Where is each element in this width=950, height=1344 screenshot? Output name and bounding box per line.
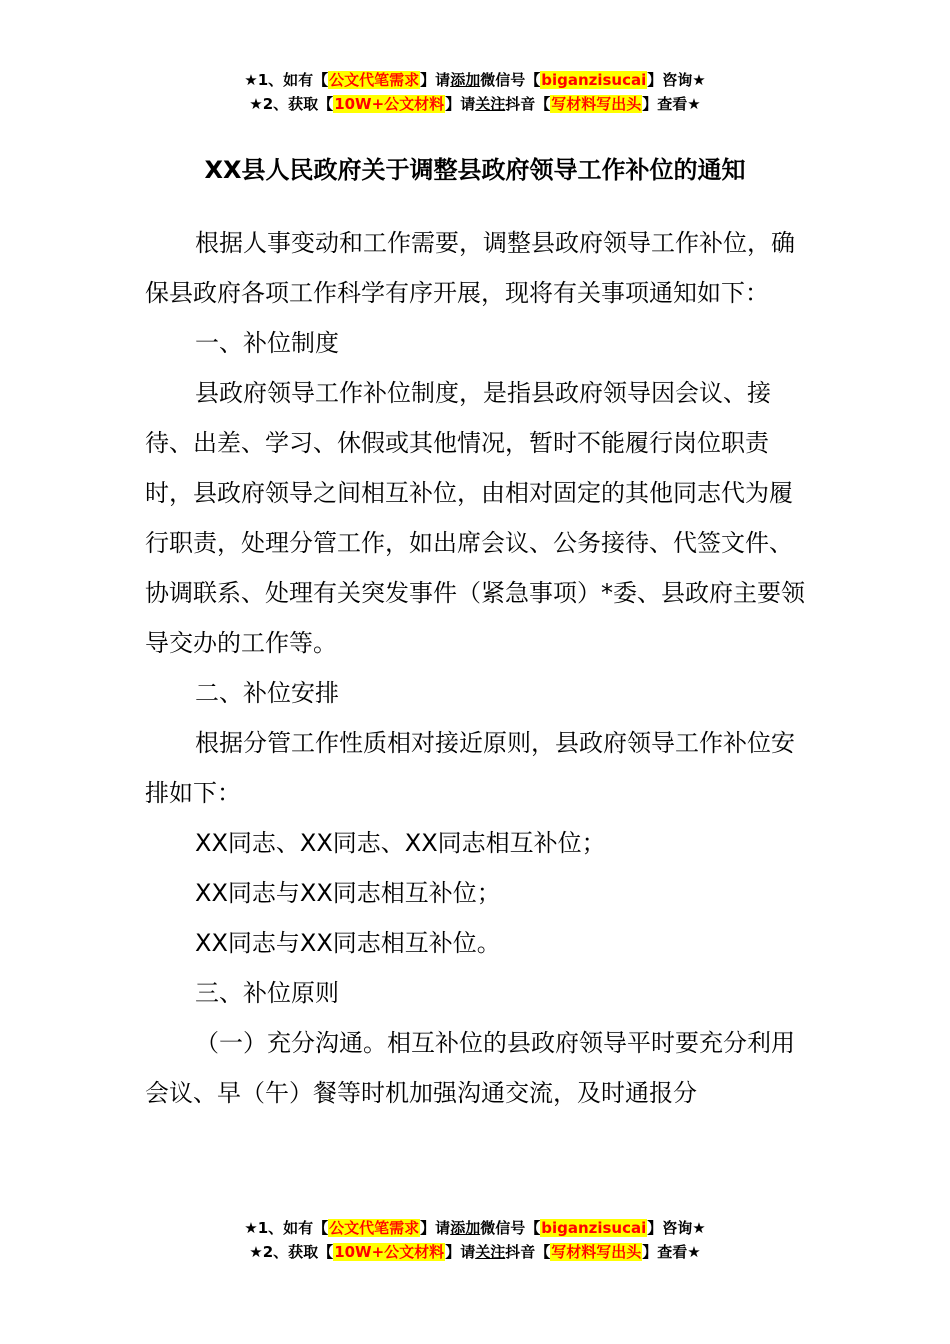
paragraph-principle-1: （一）充分沟通。相互补位的县政府领导平时要充分利用会议、早（午）餐等时机加强沟通交流，及时通报分: [145, 1029, 795, 1107]
paragraph-arrangement: 根据分管工作性质相对接近原则，县政府领导工作补位安排如下：: [145, 729, 795, 807]
footer-highlight-douyin-account: 写材料写出头: [551, 1243, 642, 1261]
section-heading-1: 一、补位制度: [195, 329, 339, 357]
document-body: [145, 218, 810, 1118]
footer-highlight-wechat-id: biganzisucai: [541, 1219, 647, 1237]
paragraph-intro: 根据人事变动和工作需要，调整县政府领导工作补位，确保县政府各项工作科学有序开展，现将有关事项通知如下：: [145, 229, 795, 307]
highlight-materials: 10W+公文材料: [334, 95, 445, 113]
banner-line-1: ★1、如有【公文代笔需求】请添加微信号【biganzisucai】咨询★: [244, 71, 706, 89]
paragraph-system: 县政府领导工作补位制度，是指县政府领导因会议、接待、出差、学习、休假或其他情况，暂时不能履行岗位职责时，县政府领导之间相互补位，由相对固定的其他同志代为履行职责，处理分管工作，如出席会议、公务接待、代签文件、协调联系、处理有关突发事件（紧急事项）*委、县政府主要领导交办的工作等。: [145, 379, 805, 657]
footer-highlight-materials: 10W+公文材料: [334, 1243, 445, 1261]
header-banner: [0, 68, 950, 116]
document-title: XX县人民政府关于调整县政府领导工作补位的通知: [204, 156, 746, 184]
arrangement-item-1: XX同志、XX同志、XX同志相互补位；: [195, 829, 606, 857]
arrangement-item-3: XX同志与XX同志相互补位。: [195, 929, 501, 957]
banner-line-2: ★2、获取【10W+公文材料】请关注抖音【写材料写出头】查看★: [249, 95, 701, 113]
footer-banner-line-1: ★1、如有【公文代笔需求】请添加微信号【biganzisucai】咨询★: [244, 1219, 706, 1237]
section-heading-3: 三、补位原则: [195, 979, 339, 1007]
section-heading-2: 二、补位安排: [195, 679, 339, 707]
footer-highlight-service: 公文代笔需求: [329, 1219, 420, 1237]
highlight-service: 公文代笔需求: [329, 71, 420, 89]
footer-banner-line-2: ★2、获取【10W+公文材料】请关注抖音【写材料写出头】查看★: [249, 1243, 701, 1261]
footer-banner: [0, 1216, 950, 1264]
highlight-wechat-id: biganzisucai: [541, 71, 647, 89]
arrangement-item-2: XX同志与XX同志相互补位；: [195, 879, 501, 907]
highlight-douyin-account: 写材料写出头: [551, 95, 642, 113]
